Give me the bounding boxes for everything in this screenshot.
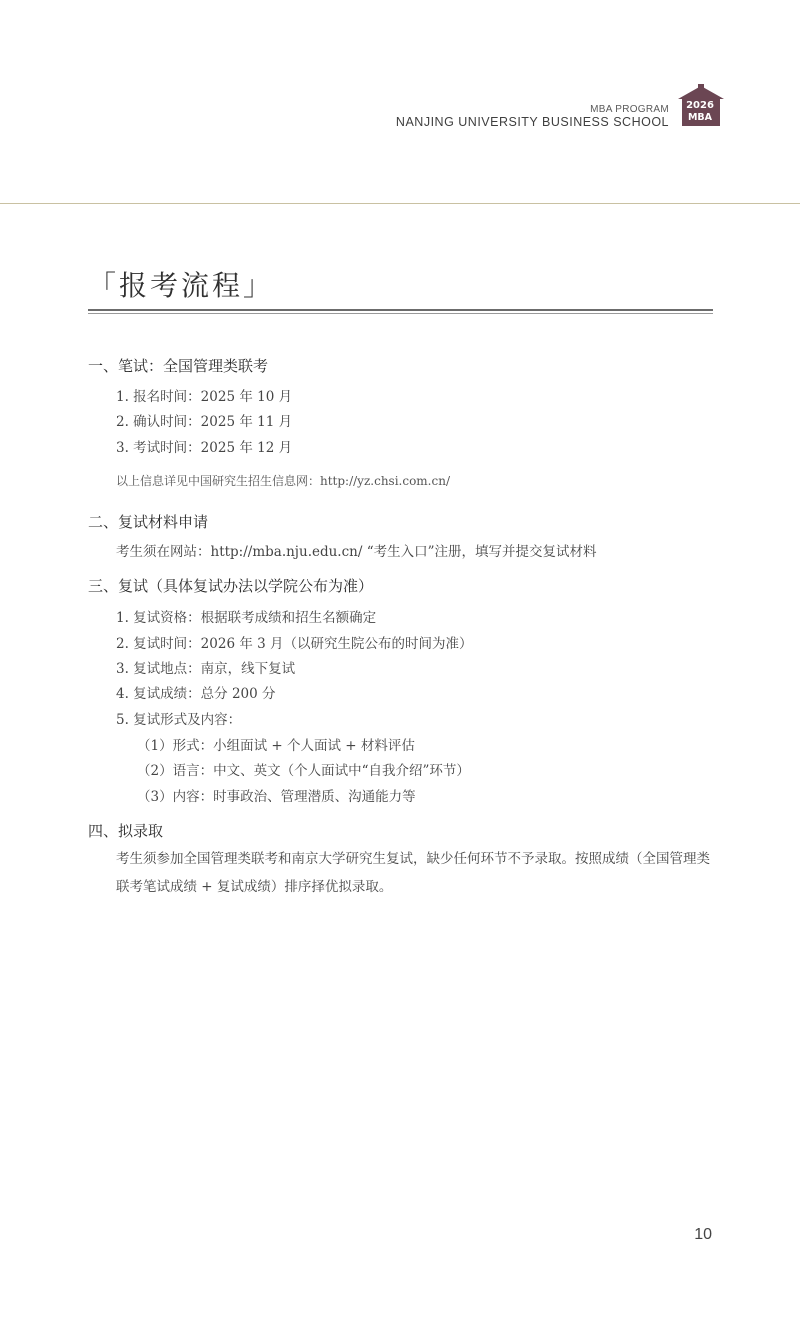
info-note: 以上信息详见中国研究生招生信息网：http://yz.chsi.com.cn/: [116, 474, 450, 488]
title-divider: [88, 309, 713, 311]
section-heading-interview: 三、复试（具体复试办法以学院公布为准）: [88, 577, 374, 595]
sub-list-item: （1）形式：小组面试 + 个人面试 + 材料评估: [137, 738, 415, 754]
list-item: 5. 复试形式及内容：: [116, 712, 242, 728]
materials-instruction: 考生须在网站：http://mba.nju.edu.cn/ “考生入口”注册，填写并提交复试材料: [116, 544, 597, 560]
header-program-label: MBA PROGRAM: [590, 104, 669, 115]
list-item: 3. 考试时间：2025 年 12 月: [116, 440, 293, 456]
section-heading-admission: 四、拟录取: [88, 822, 164, 840]
logo-label: MBA: [687, 112, 713, 123]
admission-paragraph: 考生须参加全国管理类联考和南京大学研究生复试，缺少任何环节不予录取。按照成绩（全国管理类联考笔试成绩 + 复试成绩）排序择优拟录取。: [116, 851, 710, 895]
sub-list-item: （3）内容：时事政治、管理潜质、沟通能力等: [137, 789, 416, 805]
list-item: 2. 确认时间：2025 年 11 月: [116, 414, 293, 430]
list-item: 1. 报名时间：2025 年 10 月: [116, 389, 293, 405]
title-divider-thin: [88, 313, 713, 314]
header-divider: [0, 203, 800, 204]
page-number: 10: [694, 1226, 712, 1243]
list-item: 4. 复试成绩：总分 200 分: [116, 686, 276, 702]
page-title: 「报考流程」: [88, 269, 275, 302]
mba-logo: [676, 84, 726, 128]
list-item: 2. 复试时间：2026 年 3 月（以研究生院公布的时间为准）: [116, 636, 473, 652]
header-school-name: NANJING UNIVERSITY BUSINESS SCHOOL: [395, 115, 669, 129]
list-item: 3. 复试地点：南京，线下复试: [116, 661, 296, 677]
logo-year: 2026: [686, 100, 714, 111]
sub-list-item: （2）语言：中文、英文（个人面试中“自我介绍”环节）: [137, 763, 470, 779]
section-heading-written-exam: 一、笔试：全国管理类联考: [88, 357, 269, 375]
list-item: 1. 复试资格：根据联考成绩和招生名额确定: [116, 610, 377, 626]
section-heading-materials: 二、复试材料申请: [88, 513, 209, 531]
